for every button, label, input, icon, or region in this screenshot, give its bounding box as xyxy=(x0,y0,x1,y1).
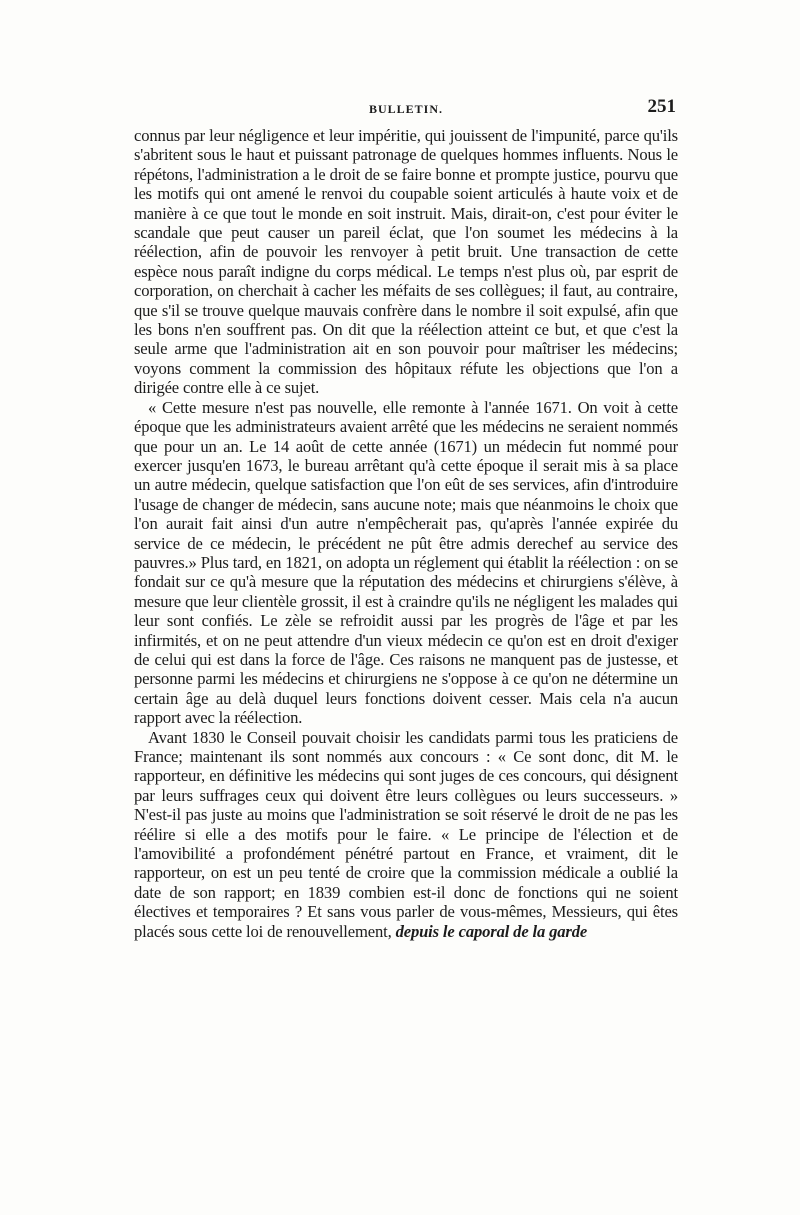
running-title: BULLETIN. xyxy=(368,102,444,116)
page-header xyxy=(134,98,678,126)
italic-phrase: depuis le caporal de la garde xyxy=(395,921,588,941)
paragraph-2: « Cette mesure n'est pas nouvelle, elle remonte à l'année 1671. On voit à cette époque que les administrateurs avaient arrêté que les médecins ne seraient nommés que pour un an. Le 14 août de cette année (1671) un médecin fut nommé pour exercer jusqu'en 1673, le bureau arrêtant qu'à cette époque il serait mis à sa place un autre médecin, quelque satisfaction que l'on eût de ses services, afin d'introduire l'usage de changer de médecin, sans aucune note; mais que néanmoins le choix que l'on aurait fait ainsi d'un autre n'empêcherait pas, qu'après l'année expirée du service de ce médecin, le précédent ne pût être admis derechef au service des pauvres.» Plus tard, en 1821, on adopta un réglement qui établit la réélection : on se fondait sur ce qu'à mesure que la réputation des médecins et chirurgiens s'élève, à mesure que leur clientèle grossit, il est à craindre qu'ils ne négligent les malades qui leur sont confiés. Le zèle se refroidit aussi par les progrès de l'âge et par les infirmités, et on ne peut attendre d'un vieux médecin ce qu'on est en droit d'exiger de celui qui est dans la force de l'âge. Ces raisons ne manquent pas de justesse, et personne parmi les médecins et chirurgiens ne s'oppose à ce qu'on ne détermine un certain âge au delà duquel leurs fonctions doivent cesser. Mais cela n'a aucun rapport avec la réélection. xyxy=(134,397,678,728)
page-body xyxy=(134,126,678,941)
book-page xyxy=(134,98,678,941)
paragraph-1: connus par leur négligence et leur impéritie, qui jouissent de l'impunité, parce qu'ils s'abritent sous le haut et puissant patronage de quelques hommes influents. Nous le répétons, l'administration a le droit de se faire bonne et prompte justice, pourvu que les motifs qui ont amené le renvoi du coupable soient articulés à haute voix et de manière à ce que tout le monde en soit instruit. Mais, dirait-on, c'est pour éviter le scandale que peut causer un pareil éclat, que l'on soumet les médecins à la réélection, afin de pouvoir les renvoyer à petit bruit. Une transaction de cette espèce nous paraît indigne du corps médical. Le temps n'est plus où, par esprit de corporation, on cherchait à cacher les méfaits de ses collègues; il faut, au contraire, que s'il se trouve quelque mauvais confrère dans le nombre il soit expulsé, afin que les bons n'en souffrent pas. On dit que la réélection atteint ce but, et que c'est la seule arme que l'administration ait en son pouvoir pour maîtriser les médecins; voyons comment la commission des hôpitaux réfute les objections que l'on a dirigée contre elle à ce sujet. xyxy=(134,126,678,398)
paragraph-3-text: Avant 1830 le Conseil pouvait choisir les candidats parmi tous les praticiens de France; maintenant ils sont nommés aux concours : « Ce sont donc, dit M. le rapporteur, en définitive les médecins qui sont juges de ces concours, qui désignent par leurs suffrages ceux qui doivent être leurs collègues ou leurs successeurs. » N'est-il pas juste au moins que l'administration se soit réservé le droit de ne pas les réélire si elle a des motifs pour le faire. « Le principe de l'élection et de l'amovibilité a profondément pénétré partout en France, et vraiment, dit le rapporteur, on est un peu tenté de croire que la commission médicale a oublié la date de son rapport; en 1839 combien est-il donc de fonctions qui ne soient électives et temporaires ? Et sans vous parler de vous-mêmes, Messieurs, qui êtes placés sous cette loi de renouvellement, xyxy=(134,727,678,941)
paragraph-3 xyxy=(134,728,678,941)
page-number: 251 xyxy=(647,96,676,117)
